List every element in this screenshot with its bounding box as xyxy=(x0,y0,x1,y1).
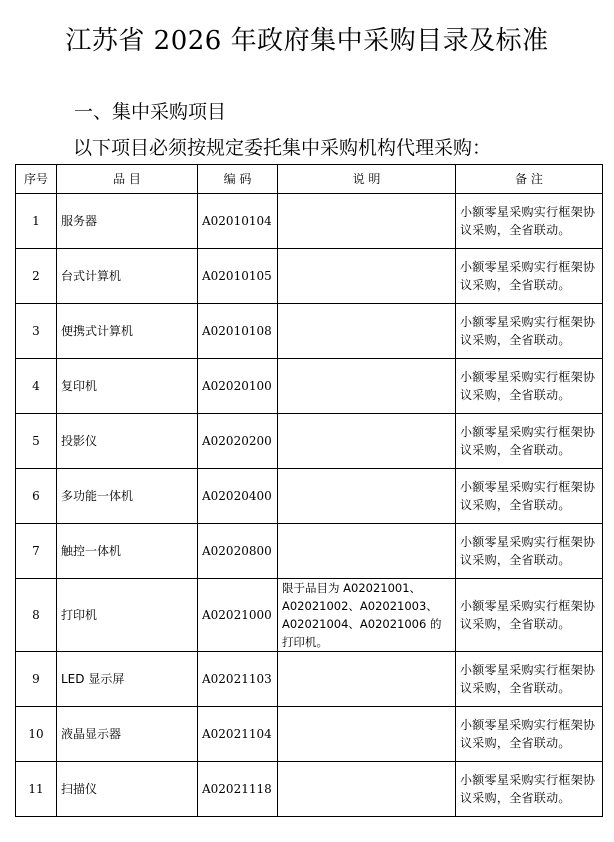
table-row xyxy=(16,762,603,817)
row-seq-cell: 6 xyxy=(16,469,57,524)
procurement-table xyxy=(15,164,603,817)
header-seq: 序号 xyxy=(16,165,57,194)
row-seq-cell: 9 xyxy=(16,652,57,707)
document-title: 江苏省 2026 年政府集中采购目录及标准 xyxy=(65,26,549,56)
row-remark-cell: 小额零星采购实行框架协议采购，全省联动。 xyxy=(456,194,603,249)
row-item-cell: 液晶显示器 xyxy=(57,707,198,762)
table-row xyxy=(16,194,603,249)
row-description-cell xyxy=(278,762,456,817)
row-description-cell xyxy=(278,304,456,359)
row-item-cell: 打印机 xyxy=(57,579,198,652)
row-seq-cell: 8 xyxy=(16,579,57,652)
row-code-cell: A02010104 xyxy=(198,194,278,249)
row-item-cell: 复印机 xyxy=(57,359,198,414)
table-row xyxy=(16,524,603,579)
row-description-cell xyxy=(278,359,456,414)
row-description-cell xyxy=(278,194,456,249)
row-remark-cell: 小额零星采购实行框架协议采购，全省联动。 xyxy=(456,524,603,579)
row-code-cell: A02010108 xyxy=(198,304,278,359)
row-seq-cell: 7 xyxy=(16,524,57,579)
row-remark-cell: 小额零星采购实行框架协议采购，全省联动。 xyxy=(456,304,603,359)
row-remark-cell: 小额零星采购实行框架协议采购，全省联动。 xyxy=(456,359,603,414)
row-item-cell: 多功能一体机 xyxy=(57,469,198,524)
row-seq-cell: 10 xyxy=(16,707,57,762)
row-seq-cell: 11 xyxy=(16,762,57,817)
row-item-cell: 便携式计算机 xyxy=(57,304,198,359)
row-code-cell: A02010105 xyxy=(198,249,278,304)
header-item: 品 目 xyxy=(57,165,198,194)
header-code: 编 码 xyxy=(198,165,278,194)
row-seq-cell: 2 xyxy=(16,249,57,304)
table-row xyxy=(16,707,603,762)
table-row xyxy=(16,652,603,707)
row-description-cell xyxy=(278,707,456,762)
row-description-cell xyxy=(278,652,456,707)
row-description-cell xyxy=(278,414,456,469)
table-header-row xyxy=(16,165,603,194)
row-description-cell xyxy=(278,469,456,524)
row-remark-cell: 小额零星采购实行框架协议采购，全省联动。 xyxy=(456,414,603,469)
row-code-cell: A02021000 xyxy=(198,579,278,652)
table-row xyxy=(16,414,603,469)
row-remark-cell: 小额零星采购实行框架协议采购，全省联动。 xyxy=(456,249,603,304)
row-item-cell: 投影仪 xyxy=(57,414,198,469)
row-description-cell xyxy=(278,249,456,304)
table-row xyxy=(16,469,603,524)
row-remark-cell: 小额零星采购实行框架协议采购，全省联动。 xyxy=(456,762,603,817)
row-code-cell: A02020200 xyxy=(198,414,278,469)
row-seq-cell: 1 xyxy=(16,194,57,249)
table-row xyxy=(16,249,603,304)
row-remark-cell: 小额零星采购实行框架协议采购，全省联动。 xyxy=(456,579,603,652)
row-item-cell: 服务器 xyxy=(57,194,198,249)
row-code-cell: A02020800 xyxy=(198,524,278,579)
row-seq-cell: 4 xyxy=(16,359,57,414)
row-remark-cell: 小额零星采购实行框架协议采购，全省联动。 xyxy=(456,652,603,707)
table-row xyxy=(16,304,603,359)
header-remark: 备 注 xyxy=(456,165,603,194)
row-item-cell: 触控一体机 xyxy=(57,524,198,579)
header-description: 说 明 xyxy=(278,165,456,194)
row-code-cell: A02021118 xyxy=(198,762,278,817)
row-code-cell: A02020400 xyxy=(198,469,278,524)
row-item-cell: 扫描仪 xyxy=(57,762,198,817)
row-code-cell: A02021104 xyxy=(198,707,278,762)
intro-text: 以下项目必须按规定委托集中采购机构代理采购： xyxy=(73,137,492,159)
row-item-cell: LED 显示屏 xyxy=(57,652,198,707)
table-row xyxy=(16,579,603,652)
row-code-cell: A02021103 xyxy=(198,652,278,707)
row-seq-cell: 5 xyxy=(16,414,57,469)
row-item-cell: 台式计算机 xyxy=(57,249,198,304)
row-code-cell: A02020100 xyxy=(198,359,278,414)
row-seq-cell: 3 xyxy=(16,304,57,359)
row-remark-cell: 小额零星采购实行框架协议采购，全省联动。 xyxy=(456,707,603,762)
table-row xyxy=(16,359,603,414)
row-description-cell: 限于品目为 A02021001、A02021002、A02021003、A02021004、A02021006 的打印机。 xyxy=(278,579,456,652)
row-remark-cell: 小额零星采购实行框架协议采购，全省联动。 xyxy=(456,469,603,524)
row-description-cell xyxy=(278,524,456,579)
section-heading: 一、集中采购项目 xyxy=(74,101,227,123)
